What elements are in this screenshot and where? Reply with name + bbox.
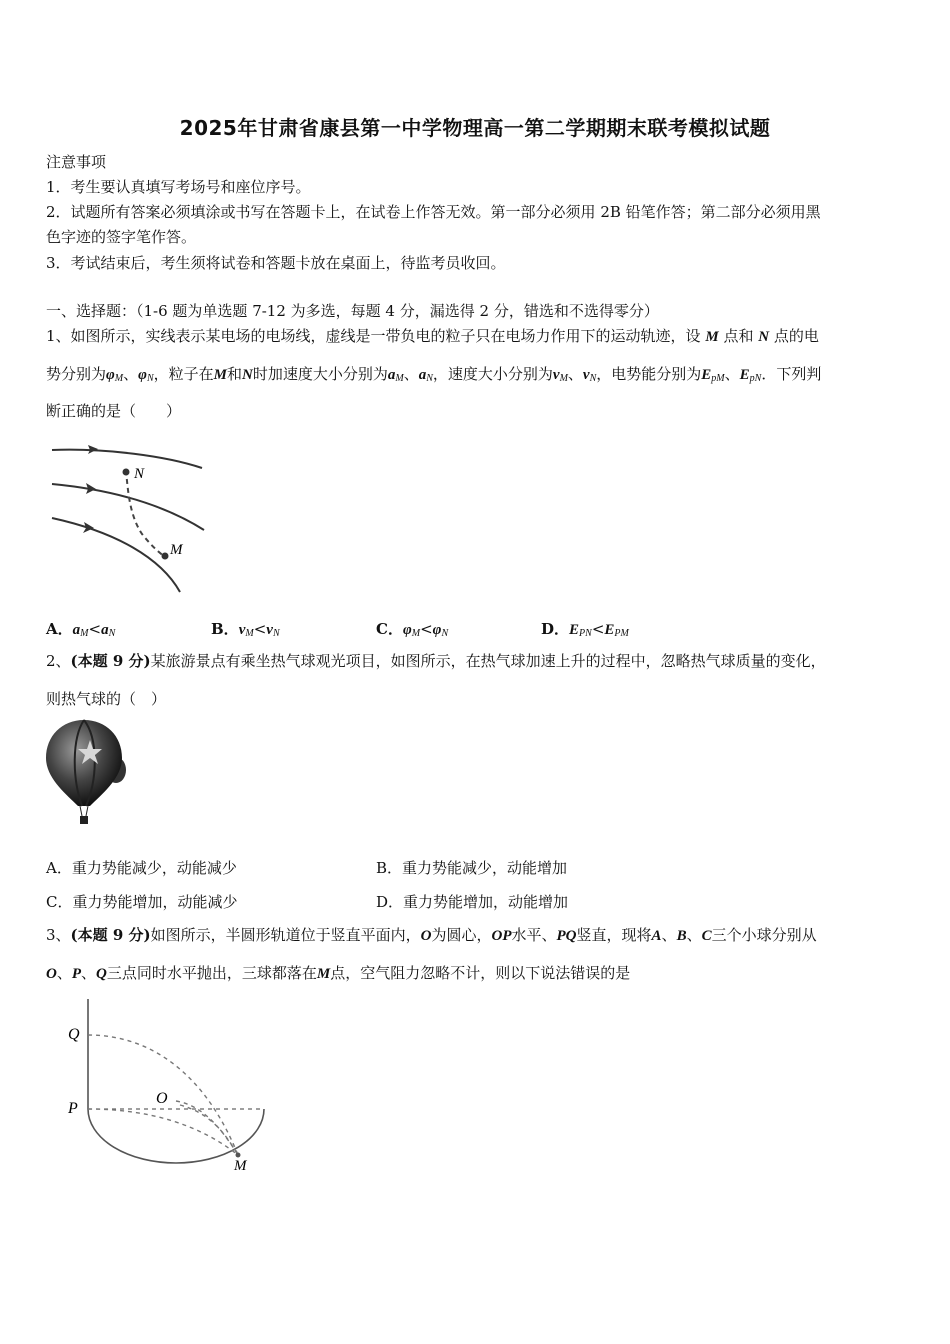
q1-text: 点和 xyxy=(723,327,754,345)
q1-sub: N xyxy=(441,628,449,639)
field-line xyxy=(52,450,202,468)
q1-text: 1、如图所示，实线表示某电场的电场线，虚线是一带负电的粒子只在电场力作用下的运动轨迹，设 xyxy=(46,327,701,345)
point-N-dot xyxy=(123,469,130,476)
section-heading: 一、选择题：（1-6 题为单选题 7-12 为多选，每题 4 分，漏选得 2 分，错选和不选得零分） xyxy=(46,302,659,320)
q1-option-c[interactable] xyxy=(376,618,448,639)
q1-var-N: N xyxy=(758,329,770,345)
q1-text: 点的电 xyxy=(773,327,819,345)
q1-field-figure xyxy=(46,438,216,598)
point-M-dot xyxy=(236,1153,241,1158)
notice-item-2: 2．试题所有答案必须填涂或书写在答题卡上，在试卷上作答无效。第一部分必须用 2B 铅笔作答；第二部分必须用黑 xyxy=(46,203,821,221)
option-key: C． xyxy=(376,620,403,638)
q3-sep: 、 xyxy=(81,964,97,982)
page-title: 2025年甘肃省康县第一中学物理高一第二学期期末联考模拟试题 xyxy=(179,116,771,140)
q3-text: 三个小球分别从 xyxy=(711,926,817,944)
q3-number: 3、 xyxy=(46,926,71,944)
less-than: < xyxy=(420,620,433,638)
q3-text: 竖直，现将 xyxy=(576,926,652,944)
q1-phi: φ xyxy=(432,622,442,638)
q1-phi: φ xyxy=(106,367,115,383)
q1-var-M: M xyxy=(705,329,719,345)
q1-sep: 、 xyxy=(567,365,583,383)
q1-sub: pM xyxy=(711,373,725,384)
q1-var-E: E xyxy=(604,622,615,638)
q1-text: ，粒子在 xyxy=(153,365,214,383)
q3-var-C: C xyxy=(701,928,712,944)
q3-text: 为圆心， xyxy=(431,926,492,944)
q2-line-2: 则热气球的（ ） xyxy=(46,690,167,708)
q3-sep: 、 xyxy=(686,926,702,944)
q3-var-B: B xyxy=(676,928,687,944)
q1-sub: N xyxy=(272,628,280,639)
q3-var-PQ: PQ xyxy=(556,928,577,944)
q1-sub: N xyxy=(108,628,116,639)
q1-text: 时加速度大小分别为 xyxy=(252,365,388,383)
q3-text: 水平、 xyxy=(511,926,557,944)
q1-sep: 、 xyxy=(403,365,419,383)
notice-item-3: 3．考试结束后，考生须将试卷和答题卡放在桌面上，待监考员收回。 xyxy=(46,254,506,272)
q2-text: 某旅游景点有乘坐热气球观光项目，如图所示，在热气球加速上升的过程中，忽略热气球质量的变化， xyxy=(150,652,826,670)
trajectory-from-p xyxy=(88,1109,238,1155)
q1-var-E: E xyxy=(739,367,750,383)
q1-line-1 xyxy=(46,326,819,347)
label-M: M xyxy=(170,542,183,558)
q1-line-2 xyxy=(46,364,821,389)
q1-phi: φ xyxy=(138,367,147,383)
q2-option-b[interactable]: B．重力势能减少，动能增加 xyxy=(376,859,568,877)
q1-var-v: v xyxy=(582,367,590,383)
q3-var-Q: Q xyxy=(96,966,107,982)
q1-sub: N xyxy=(426,373,433,384)
q1-var-v: v xyxy=(552,367,560,383)
balloon-envelope xyxy=(46,720,122,806)
q2-option-a[interactable]: A．重力势能减少，动能减少 xyxy=(46,859,237,877)
option-key: A． xyxy=(46,620,73,638)
q1-var-a: a xyxy=(418,367,427,383)
q1-sub: M xyxy=(245,628,254,639)
q3-var-O: O xyxy=(46,966,57,982)
q1-var-N: N xyxy=(241,367,253,383)
q3-var-O: O xyxy=(420,928,432,944)
q3-var-M: M xyxy=(316,966,331,982)
q3-line-1 xyxy=(46,925,817,946)
q1-text: ．下列判 xyxy=(761,365,822,383)
q1-var-a: a xyxy=(387,367,396,383)
notice-heading: 注意事项 xyxy=(46,153,107,171)
notice-item-2-cont: 色字迹的签字笔作答。 xyxy=(46,228,197,246)
q2-number: 2、 xyxy=(46,652,71,670)
q3-text: 如图所示，半圆形轨道位于竖直平面内， xyxy=(150,926,421,944)
label-M: M xyxy=(234,1158,247,1170)
q1-text: 和 xyxy=(226,365,242,383)
q1-var-E: E xyxy=(701,367,712,383)
q1-sep: 、 xyxy=(724,365,740,383)
label-O: O xyxy=(156,1090,168,1107)
trajectory-from-o-2 xyxy=(180,1105,238,1155)
q1-sub: N xyxy=(589,373,597,384)
q2-balloon-figure xyxy=(44,718,130,828)
label-P: P xyxy=(68,1100,78,1117)
q3-var-A: A xyxy=(651,928,662,944)
q1-var-E: E xyxy=(569,622,580,638)
q3-text: 点，空气阻力忽略不计，则以下说法错误的是 xyxy=(330,964,631,982)
q1-option-a[interactable] xyxy=(46,618,115,639)
q1-sub: M xyxy=(114,373,124,384)
q2-line-1 xyxy=(46,651,826,671)
q1-sub: M xyxy=(559,373,568,384)
q1-sub: pN xyxy=(749,373,762,384)
q1-sub: N xyxy=(146,373,154,384)
q1-text: 势分别为 xyxy=(46,365,107,383)
label-N: N xyxy=(134,466,145,482)
q1-text: ，电势能分别为 xyxy=(596,365,702,383)
q1-sub: M xyxy=(80,628,89,639)
q1-sub: M xyxy=(411,628,421,639)
q1-var-a: a xyxy=(101,622,109,638)
q3-score: (本题 9 分) xyxy=(70,926,151,944)
q1-sub: PM xyxy=(614,628,629,639)
q1-option-b[interactable] xyxy=(211,618,280,639)
notice-item-1: 1．考生要认真填写考场号和座位序号。 xyxy=(46,178,311,196)
q1-line-3: 断正确的是（ ） xyxy=(46,402,182,420)
balloon-basket xyxy=(80,816,88,824)
q2-option-c[interactable]: C．重力势能增加，动能减少 xyxy=(46,893,238,911)
q1-var-a: a xyxy=(72,622,81,638)
q1-sub: PN xyxy=(579,628,592,639)
q3-track-figure xyxy=(60,995,270,1170)
point-M-dot xyxy=(162,553,169,560)
q3-sep: 、 xyxy=(661,926,677,944)
option-key: B． xyxy=(211,620,239,638)
q1-var-v: v xyxy=(238,622,246,638)
q1-option-d[interactable] xyxy=(541,618,629,639)
q2-option-d[interactable]: D．重力势能增加，动能增加 xyxy=(376,893,569,911)
q1-text: ，速度大小分别为 xyxy=(432,365,553,383)
particle-trajectory xyxy=(126,470,164,556)
q3-sep: 、 xyxy=(56,964,72,982)
q3-text: 三点同时水平抛出，三球都落在 xyxy=(106,964,317,982)
less-than: < xyxy=(88,620,102,638)
less-than: < xyxy=(253,620,267,638)
q3-var-OP: OP xyxy=(491,928,512,944)
q2-score: (本题 9 分) xyxy=(70,652,151,670)
q1-var-M: M xyxy=(213,367,227,383)
option-key: D． xyxy=(541,620,570,638)
q1-phi: φ xyxy=(402,622,412,638)
q1-var-v: v xyxy=(266,622,273,638)
label-Q: Q xyxy=(68,1026,80,1043)
q3-line-2 xyxy=(46,963,630,984)
field-line xyxy=(52,518,180,592)
q1-sep: 、 xyxy=(123,365,139,383)
q3-var-P: P xyxy=(71,966,82,982)
less-than: < xyxy=(591,620,605,638)
q1-sub: M xyxy=(395,373,404,384)
